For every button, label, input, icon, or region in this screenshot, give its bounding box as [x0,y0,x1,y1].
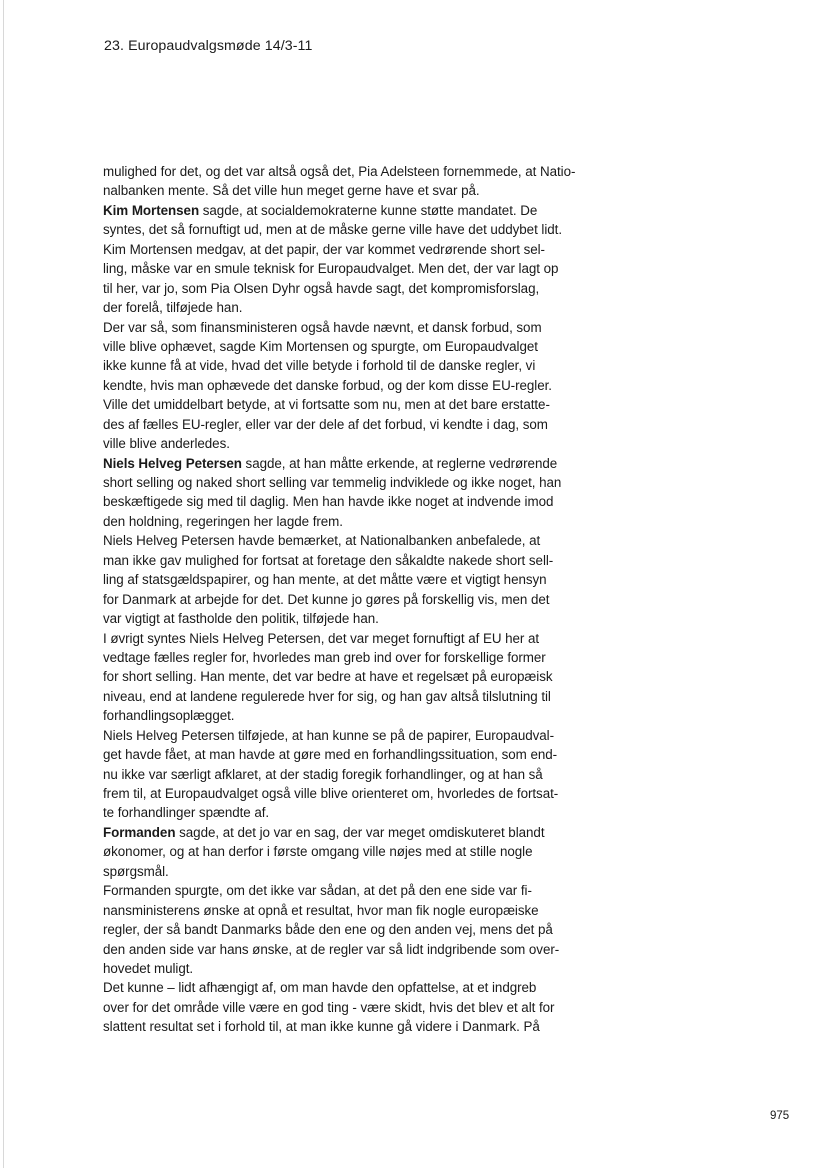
text-line [103,318,589,337]
line-text: ling af statsgældspapirer, og han mente, at det måtte være et vigtigt hensyn [103,572,547,588]
text-line [103,1017,589,1036]
text-line [103,765,589,784]
speaker-name: Formanden [103,824,176,840]
line-text: sagde, at han måtte erkende, at reglerne vedrørende [241,455,558,471]
line-text: slattent resultat set i forhold til, at man ikke kunne gå videre i Danmark. På [103,1019,540,1035]
text-line [103,298,589,317]
text-line [103,279,589,298]
line-text: for Danmark at arbejde for det. Det kunne jo gøres på forskellig vis, men det [103,591,550,607]
line-text: ville blive ophævet, sagde Kim Mortensen og spurgte, om Europaudvalget [103,338,538,354]
text-line [103,473,589,492]
line-text: short selling og naked short selling var temmelig indviklede og ikke noget, han [103,475,562,490]
line-text: der forelå, tilføjede han. [103,300,243,316]
line-text: te forhandlinger spændte af. [103,805,270,821]
text-line [103,687,589,706]
text-line [103,395,589,414]
line-text: niveau, end at landene regulerede hver for sig, og han gav altså tilslutning til [103,688,551,704]
page-number: 975 [770,1110,790,1122]
text-line [103,920,589,939]
line-text: den anden side var hans ønske, at de regler var så lidt indgribende som over- [103,941,560,957]
text-line [103,531,589,550]
text-line [103,337,589,356]
text-line [103,648,589,667]
text-line [103,240,589,259]
text-line [103,259,589,278]
line-text: hovedet muligt. [103,960,194,976]
line-text: sagde, at socialdemokraterne kunne støtte mandatet. De [199,202,538,218]
text-line [103,959,589,978]
text-line [103,823,589,842]
text-line [103,376,589,395]
line-text: kendte, hvis man ophævede det danske forbud, og der kom disse EU-regler. [103,377,552,393]
text-line [103,667,589,686]
text-line [103,551,589,570]
line-text: ville blive anderledes. [103,436,230,452]
text-line [103,415,589,434]
page-header: 23. Europaudvalgsmøde 14/3-11 [104,38,313,54]
text-line [103,940,589,959]
text-line [103,590,589,609]
text-line [103,512,589,531]
line-text: Niels Helveg Petersen tilføjede, at han kunne se på de papirer, Europaudval- [103,727,555,743]
text-line [103,842,589,861]
line-text: over for det område ville være en god ting - være skidt, hvis det blev et alt for [103,999,555,1015]
line-text: Det kunne – lidt afhængigt af, om man havde den opfattelse, at et indgreb [103,980,537,996]
line-text: I øvrigt syntes Niels Helveg Petersen, det var meget fornuftigt af EU her at [103,630,540,646]
text-line [103,609,589,628]
line-text: ikke kunne få at vide, hvad det ville betyde i forhold til de danske regler, vi [103,358,536,374]
line-text: for short selling. Han mente, det var bedre at have et regelsæt på europæisk [103,669,553,685]
line-text: den holdning, regeringen her lagde frem. [103,513,343,529]
line-text: des af fælles EU-regler, eller var der dele af det forbud, vi kendte i dag, som [103,416,548,432]
line-text: Ville det umiddelbart betyde, at vi fortsatte som nu, men at det bare erstatte- [103,397,550,413]
text-line [103,901,589,920]
line-text: nansministerens ønske at opnå et resultat, hvor man fik nogle europæiske [103,902,539,918]
text-line [103,492,589,511]
scan-edge-line [3,0,4,1168]
line-text: Niels Helveg Petersen havde bemærket, at Nationalbanken anbefalede, at [103,533,541,549]
line-text: var vigtigt at fastholde den politik, tilføjede han. [103,611,379,627]
text-line [103,881,589,900]
text-line [103,434,589,453]
text-line [103,706,589,725]
text-line [103,629,589,648]
text-line [103,784,589,803]
line-text: sagde, at det jo var en sag, der var meget omdiskuteret blandt [175,824,545,840]
line-text: økonomer, og at han derfor i første omgang ville nøjes med at stille nogle [103,844,533,860]
line-text: forhandlingsoplægget. [103,708,235,724]
text-line [103,862,589,881]
text-line [103,978,589,997]
line-text: regler, der så bandt Danmarks både den ene og den anden vej, mens det på [103,922,553,938]
line-text: man ikke gav mulighed for fortsat at foretage den såkaldte nakede short sell- [103,552,554,568]
text-line [103,998,589,1017]
speaker-name: Kim Mortensen [103,202,200,218]
line-text: frem til, at Europaudvalget også ville blive orienteret om, hvorledes de fortsat- [103,786,559,801]
document-body [103,162,589,1037]
text-line [103,162,589,181]
line-text: get havde fået, at man havde at gøre med en forhandlingssituation, som end- [103,747,558,763]
line-text: til her, var jo, som Pia Olsen Dyhr også havde sagt, det kompromisforslag, [103,280,540,296]
line-text: vedtage fælles regler for, hvorledes man greb ind over for forskellige former [103,649,546,665]
text-line [103,356,589,375]
speaker-name: Niels Helveg Petersen [103,455,242,471]
text-line [103,181,589,200]
text-line [103,454,589,473]
text-line [103,201,589,220]
line-text: mulighed for det, og det var altså også det, Pia Adelsteen fornemmede, at Natio- [103,164,576,179]
line-text: ling, måske var en smule teknisk for Europaudvalget. Men det, der var lagt op [103,261,559,277]
line-text: nalbanken mente. Så det ville hun meget gerne have et svar på. [103,183,480,199]
line-text: Formanden spurgte, om det ikke var sådan, at det på den ene side var fi- [103,883,532,899]
text-line [103,745,589,764]
text-line [103,726,589,745]
text-line [103,803,589,822]
line-text: beskæftigede sig med til daglig. Men han havde ikke noget at indvende imod [103,494,554,510]
text-line [103,570,589,589]
line-text: Der var så, som finansministeren også havde nævnt, et dansk forbud, som [103,319,542,335]
line-text: nu ikke var særligt afklaret, at der stadig foregik forhandlinger, og at han så [103,766,543,782]
line-text: spørgsmål. [103,863,169,879]
line-text: syntes, det så fornuftigt ud, men at de måske gerne ville have det uddybet lidt. [103,222,562,238]
line-text: Kim Mortensen medgav, at det papir, der var kommet vedrørende short sel- [103,241,545,257]
text-line [103,220,589,239]
